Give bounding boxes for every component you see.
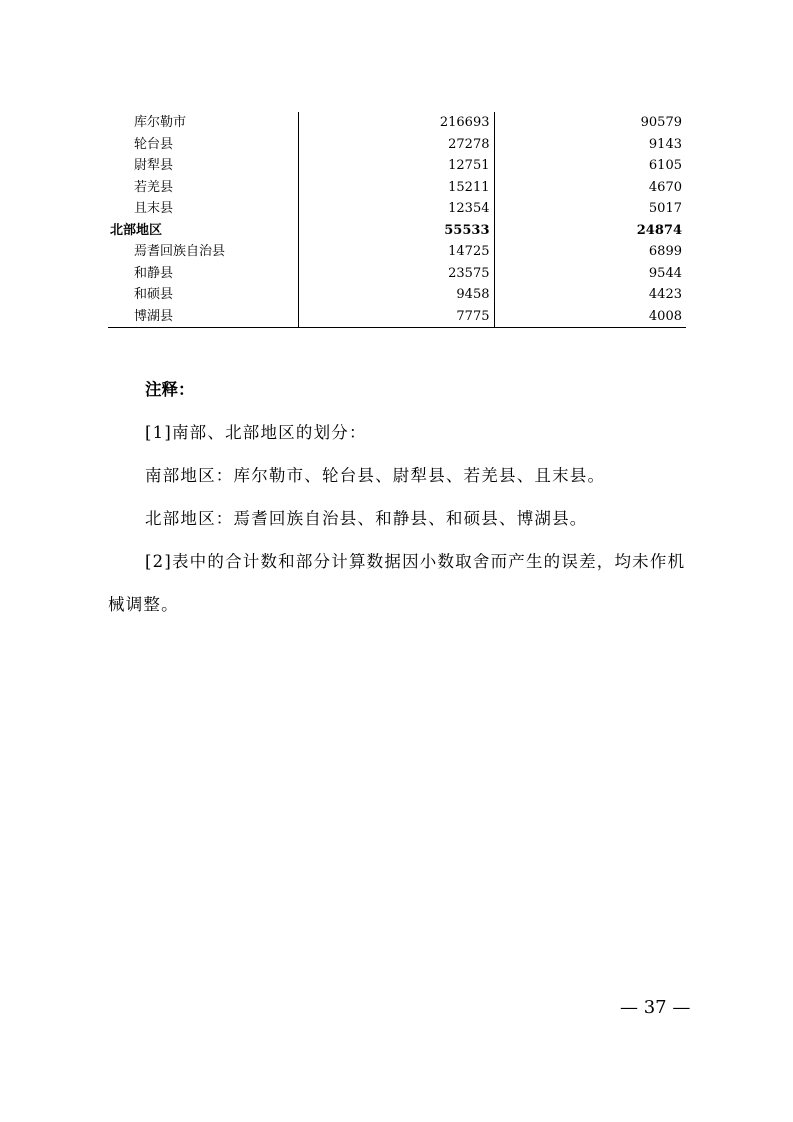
table-row (108, 198, 686, 220)
notes-title: 注释： (145, 380, 195, 399)
table-row (108, 134, 686, 156)
row-value-1: 12751 (298, 155, 494, 177)
table-row (108, 177, 686, 199)
row-value-1: 14725 (298, 241, 494, 263)
note-paragraph: [2]表中的合计数和部分计算数据因小数取舍而产生的误差，均未作机械调整。 (108, 552, 686, 614)
region-name: 北部地区 (108, 220, 298, 242)
table-row (108, 306, 686, 328)
row-name: 且末县 (108, 198, 298, 220)
row-name: 博湖县 (108, 306, 298, 328)
table-row (108, 155, 686, 177)
table-row (108, 263, 686, 285)
row-name: 库尔勒市 (108, 112, 298, 134)
region-value-2: 24874 (636, 222, 682, 238)
row-name: 轮台县 (108, 134, 298, 156)
notes-section (108, 368, 688, 626)
row-value-1: 216693 (298, 112, 494, 134)
table-row-region-total (108, 220, 686, 242)
row-name: 和硕县 (108, 284, 298, 306)
row-name: 焉耆回族自治县 (108, 241, 298, 263)
table-row (108, 112, 686, 134)
row-value-2: 9544 (648, 265, 682, 281)
row-value-2: 9143 (648, 136, 682, 152)
row-value-1: 23575 (298, 263, 494, 285)
table-row (108, 241, 686, 263)
table-row (108, 284, 686, 306)
row-name: 若羌县 (108, 177, 298, 199)
note-paragraph: 南部地区：库尔勒市、轮台县、尉犁县、若羌县、且末县。 (145, 466, 606, 485)
row-value-2: 5017 (648, 201, 682, 217)
row-value-1: 9458 (298, 284, 494, 306)
row-value-1: 12354 (298, 198, 494, 220)
note-paragraph: [1]南部、北部地区的划分： (145, 423, 367, 442)
row-value-2: 4008 (494, 306, 686, 328)
row-value-2: 4670 (648, 179, 682, 195)
region-value-1: 55533 (298, 220, 494, 242)
row-value-1: 15211 (298, 177, 494, 199)
row-value-2: 6105 (648, 158, 682, 174)
note-paragraph: 北部地区：焉耆回族自治县、和静县、和硕县、博湖县。 (145, 509, 588, 528)
row-value-1: 27278 (298, 134, 494, 156)
row-value-2: 6899 (648, 244, 682, 260)
statistics-table (108, 112, 686, 328)
row-value-2: 90579 (640, 115, 682, 131)
row-name: 和静县 (108, 263, 298, 285)
row-value-2: 4423 (648, 287, 682, 303)
row-name: 尉犁县 (108, 155, 298, 177)
page-number: — 37 — (620, 997, 691, 1018)
row-value-1: 7775 (298, 306, 494, 328)
